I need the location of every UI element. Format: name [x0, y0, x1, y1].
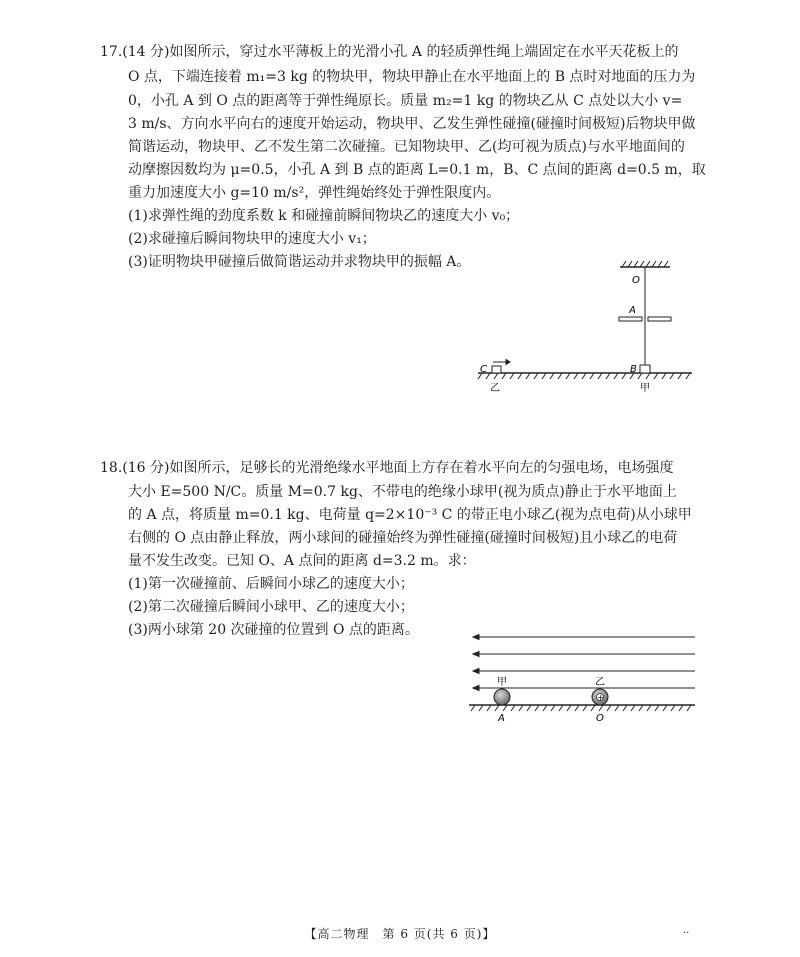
- page-footer: 【高二物理 第 6 页(共 6 页)】: [304, 927, 496, 941]
- ceiling: [620, 261, 670, 267]
- plus-icon: +: [597, 693, 605, 702]
- problem-17-line-2: O 点，下端连接着 m₁=3 kg 的物块甲，物块甲静止在水平地面上的 B 点时对地面的压力为: [128, 69, 696, 85]
- problem-18-line-5: 量不发生改变。已知 O、A 点间的距离 d=3.2 m。求：: [128, 553, 476, 569]
- problem-17-question-3: (3)证明物块甲碰撞后做简谐运动并求物块甲的振幅 A。: [128, 254, 471, 270]
- problem-17-line-3: 0，小孔 A 到 O 点的距离等于弹性绳原长。质量 m₂=1 kg 的物块乙从 C 点处以大小 v=: [128, 93, 683, 109]
- problem-18-line-1: 18.(16 分)如图所示，足够长的光滑绝缘水平地面上方存在着水平向左的匀强电场，电场强度: [100, 460, 674, 476]
- label-jia-18: 甲: [497, 677, 507, 688]
- problem-17-figure: [470, 255, 700, 405]
- problem-17-question-2: (2)求碰撞后瞬间物块甲的速度大小 v₁；: [128, 231, 376, 247]
- label-A-18: A: [498, 713, 505, 724]
- label-O: O: [632, 275, 640, 286]
- field-arrow-4-icon: [473, 686, 479, 691]
- problem-17-line-6: 动摩擦因数均为 μ=0.5，小孔 A 到 B 点的距离 L=0.1 m，B、C 点间的距离 d=0.5 m，取: [128, 162, 706, 178]
- label-yi-18: 乙: [595, 677, 605, 688]
- problem-17-question-1: (1)求弹性绳的劲度系数 k 和碰撞前瞬间物块乙的速度大小 v₀；: [128, 208, 520, 224]
- problem-18-question-2: (2)第二次碰撞后瞬间小球甲、乙的速度大小；: [128, 599, 414, 615]
- ball-jia: [494, 689, 510, 705]
- label-A: A: [629, 305, 636, 316]
- label-B: B: [630, 364, 637, 375]
- field-arrow-2-icon: [473, 652, 479, 657]
- problem-18-line-4: 右侧的 O 点由静止释放，两小球间的碰撞始终为弹性碰撞(碰撞时间极短)且小球乙的电荷: [128, 530, 678, 546]
- problem-18-question-3: (3)两小球第 20 次碰撞的位置到 O 点的距离。: [128, 622, 419, 638]
- problem-17-line-1: 17.(14 分)如图所示，穿过水平薄板上的光滑小孔 A 的轻质弹性绳上端固定在水平天花板上的: [100, 44, 679, 60]
- problem-17-line-4: 3 m/s、方向水平向右的速度开始运动，物块甲、乙发生弹性碰撞(碰撞时间极短)后物块甲做: [128, 116, 696, 132]
- label-C: C: [480, 364, 487, 375]
- problem-17-line-7: 重力加速度大小 g=10 m/s²，弹性绳始终处于弹性限度内。: [128, 185, 501, 201]
- corner-mark: ··: [683, 928, 690, 939]
- problem-17-line-5: 简谐运动，物块甲、乙不发生第二次碰撞。已知物块甲、乙(均可视为质点)与水平地面间的: [128, 139, 685, 155]
- label-yi: 乙: [490, 383, 500, 394]
- label-jia: 甲: [640, 383, 650, 394]
- velocity-arrow-icon: [493, 360, 510, 365]
- problem-18-figure: [465, 625, 700, 725]
- block-jia: [640, 365, 650, 373]
- ground: [478, 373, 692, 379]
- problem-18-line-3: 的 A 点，将质量 m=0.1 kg、电荷量 q=2×10⁻³ C 的带正电小球乙(视为点电荷)从小球甲: [128, 507, 692, 523]
- field-arrow-3-icon: [473, 669, 479, 674]
- ground-18: [469, 705, 695, 711]
- plate-left: [619, 317, 642, 321]
- field-arrow-1-icon: [473, 635, 479, 640]
- problem-18-line-2: 大小 E=500 N/C。质量 M=0.7 kg、不带电的绝缘小球甲(视为质点)静止于水平地面上: [128, 484, 677, 500]
- plate-right: [648, 317, 671, 321]
- problem-18-question-1: (1)第一次碰撞前、后瞬间小球乙的速度大小；: [128, 576, 414, 592]
- block-yi: [492, 366, 501, 373]
- label-O-18: O: [596, 713, 604, 724]
